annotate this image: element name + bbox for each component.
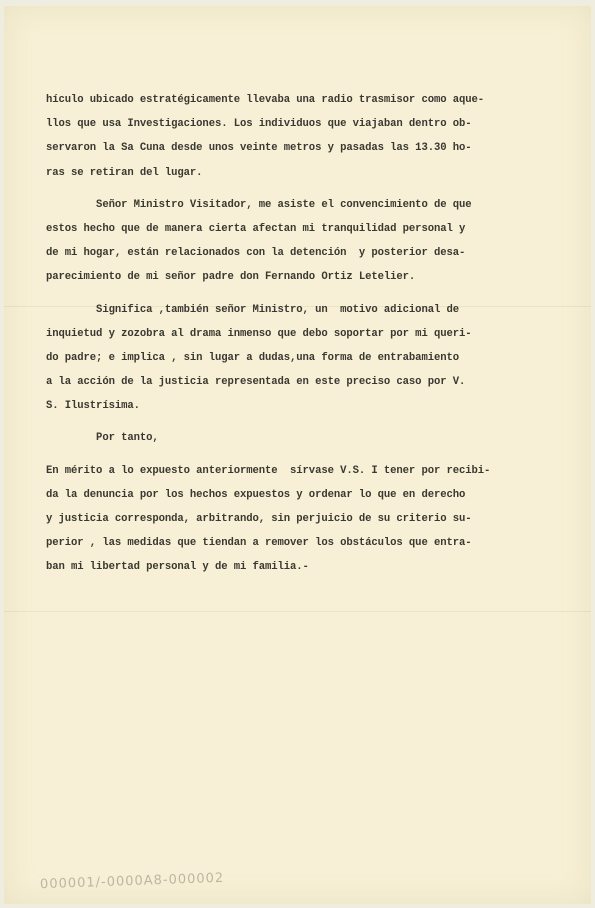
text-line: Significa ,también señor Ministro, un motivo adicional de [46,303,459,316]
text-line: perior , las medidas que tiendan a remover los obstáculos que entra- [46,537,472,550]
text-line: de mi hogar, están relacionados con la detención y posterior desa- [46,247,466,260]
text-line: a la acción de la justicia representada en este preciso caso por V. [46,376,466,389]
text-line: y justicia corresponda, arbitrando, sin perjuicio de su criterio su- [46,513,472,525]
text-line: inquietud y zozobra al drama inmenso que debo soportar por mi queri- [46,327,472,340]
text-line: parecimiento de mi señor padre don Fernando Ortiz Letelier. [46,271,416,284]
text-line: ban mi libertad personal y de mi familia.- [46,561,309,574]
text-line: servaron la Sa Cuna desde unos veinte metros y pasadas las 13.30 ho- [46,142,472,155]
text-line: da la denuncia por los hechos expuestos y ordenar lo que en derecho [46,488,466,501]
text-line: llos que usa Investigaciones. Los individuos que viajaban dentro ob- [46,118,472,131]
text-line: Señor Ministro Visitador, me asiste el convencimiento de que [46,198,472,211]
paragraph [46,298,506,419]
text-line: ras se retiran del lugar. [46,166,203,179]
typed-text-body [46,88,506,580]
paragraph [46,88,506,185]
text-line: S. Ilustrísima. [46,400,140,413]
paragraph [46,459,506,580]
text-line: En mérito a lo expuesto anteriormente sírvase V.S. I tener por recibi- [46,464,491,477]
paper-fold [4,611,591,612]
text-line: estos hecho que de manera cierta afectan mi tranquilidad personal y [46,222,466,235]
paragraph [46,426,506,450]
text-line: do padre; e implica , sin lugar a dudas,una forma de entrabamiento [46,351,459,364]
paragraph [46,193,506,290]
text-line: Por tanto, [46,432,159,445]
text-line: hículo ubicado estratégicamente llevaba una radio trasmisor como aque- [46,94,485,106]
archive-reference-stamp: 000001/-0000A8-000002 [39,870,225,893]
